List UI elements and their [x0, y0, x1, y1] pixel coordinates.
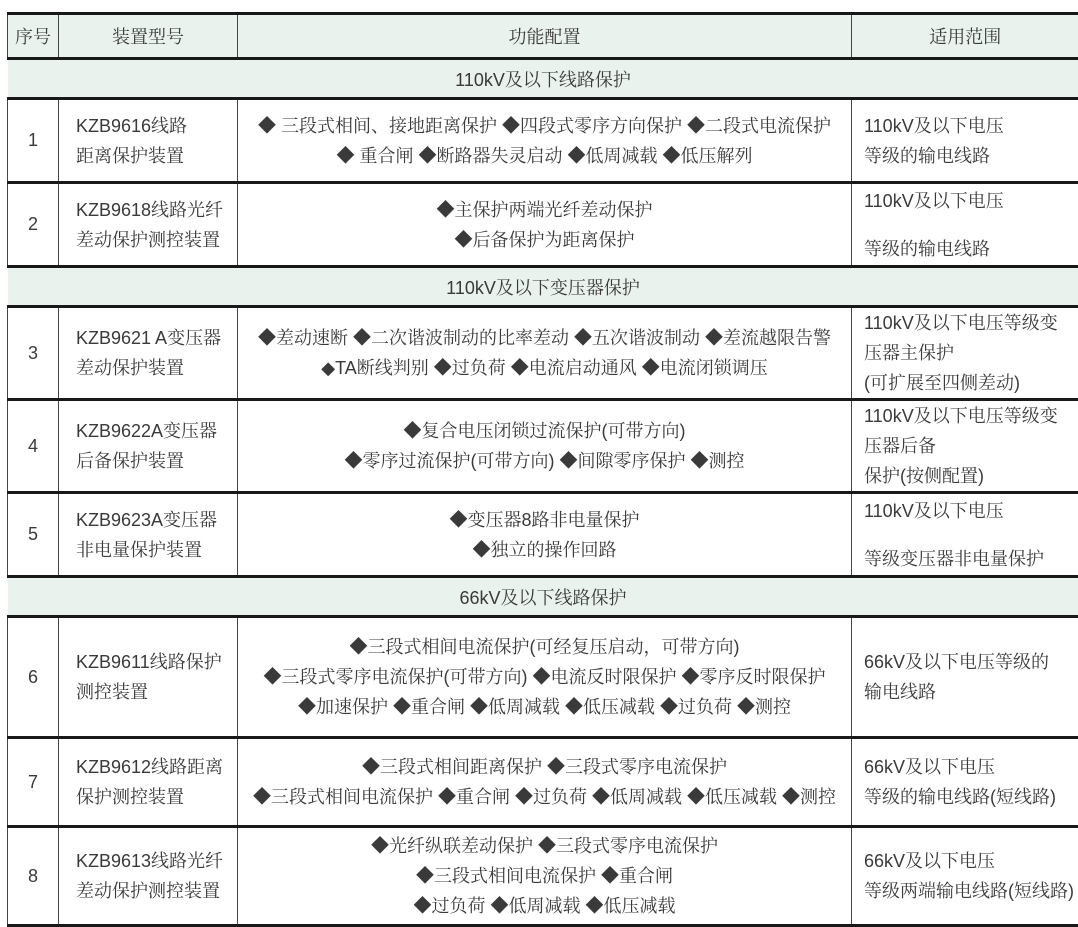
text-line: ◆ 三段式相间、接地距离保护 ◆四段式零序方向保护 ◆二段式电流保护 — [244, 111, 845, 141]
text-line: KZB9622A变压器 — [76, 416, 233, 446]
text-line: KZB9623A变压器 — [76, 505, 233, 535]
device-model-cell — [59, 493, 238, 577]
text-line: 等级的输电线路 — [864, 234, 1075, 264]
table-row — [8, 617, 1078, 738]
text-line: KZB9616线路 — [76, 111, 233, 141]
text-line: 110kV及以下电压 — [864, 111, 1075, 141]
table-row — [8, 99, 1078, 183]
text-line: (可扩展至四侧差动) — [864, 368, 1075, 398]
text-line: ◆独立的操作回路 — [244, 535, 845, 565]
column-header-no: 序号 — [8, 14, 59, 59]
device-table-body — [8, 59, 1078, 926]
text-line: ◆变压器8路非电量保护 — [244, 505, 845, 535]
text-line: 等级的输电线路 — [864, 141, 1075, 171]
section-title: 110kV及以下变压器保护 — [8, 267, 1078, 307]
text-line: 压器主保护 — [864, 338, 1075, 368]
applicable-scope-cell — [852, 400, 1078, 493]
text-line: 距离保护装置 — [76, 141, 233, 171]
row-number-cell: 7 — [8, 738, 59, 827]
text-line: 等级变压器非电量保护 — [864, 544, 1075, 574]
text-line: 测控装置 — [76, 677, 233, 707]
text-line: ◆差动速断 ◆二次谐波制动的比率差动 ◆五次谐波制动 ◆差流越限告警 — [244, 323, 845, 353]
table-row — [8, 183, 1078, 267]
applicable-scope-cell — [852, 307, 1078, 400]
features-cell — [238, 99, 852, 183]
text-line: ◆过负荷 ◆低周减载 ◆低压减载 — [244, 891, 845, 921]
text-line: 等级两端输电线路(短线路) — [864, 876, 1075, 906]
text-line: ◆三段式相间电流保护 ◆重合闸 — [244, 861, 845, 891]
row-number-cell: 3 — [8, 307, 59, 400]
features-cell — [238, 307, 852, 400]
features-cell — [238, 617, 852, 738]
section-band-row — [8, 59, 1078, 99]
text-line: 110kV及以下电压 — [864, 186, 1075, 216]
text-line: 后备保护装置 — [76, 446, 233, 476]
text-line: ◆主保护两端光纤差动保护 — [244, 195, 845, 225]
device-model-cell — [59, 307, 238, 400]
text-line: 110kV及以下电压等级变 — [864, 308, 1075, 338]
text-line: 110kV及以下电压 — [864, 496, 1075, 526]
row-number-cell: 8 — [8, 827, 59, 926]
device-model-cell — [59, 738, 238, 827]
text-line: 66kV及以下电压 — [864, 846, 1075, 876]
text-line: 保护测控装置 — [76, 782, 233, 812]
features-cell — [238, 183, 852, 267]
text-line: ◆复合电压闭锁过流保护(可带方向) — [244, 416, 845, 446]
row-number-cell: 1 — [8, 99, 59, 183]
text-line: 66kV及以下电压 — [864, 752, 1075, 782]
features-cell — [238, 400, 852, 493]
text-line: 差动保护测控装置 — [76, 225, 233, 255]
device-table — [7, 12, 1078, 927]
text-line: ◆三段式相间距离保护 ◆三段式零序电流保护 — [244, 752, 845, 782]
features-cell — [238, 493, 852, 577]
text-line: 110kV及以下电压等级变 — [864, 401, 1075, 431]
table-row — [8, 738, 1078, 827]
row-number-cell: 6 — [8, 617, 59, 738]
table-row — [8, 493, 1078, 577]
text-line: ◆三段式相间电流保护(可经复压启动，可带方向) — [244, 632, 845, 662]
applicable-scope-cell — [852, 617, 1078, 738]
device-model-cell — [59, 99, 238, 183]
text-line: KZB9612线路距离 — [76, 752, 233, 782]
text-line: KZB9621 A变压器 — [76, 323, 233, 353]
text-line: 差动保护装置 — [76, 353, 233, 383]
text-line: 等级的输电线路(短线路) — [864, 782, 1075, 812]
text-line: 输电线路 — [864, 677, 1075, 707]
applicable-scope-cell — [852, 493, 1078, 577]
text-line: 非电量保护装置 — [76, 535, 233, 565]
applicable-scope-cell — [852, 738, 1078, 827]
text-line: ◆光纤纵联差动保护 ◆三段式零序电流保护 — [244, 831, 845, 861]
applicable-scope-cell — [852, 183, 1078, 267]
text-line: ◆三段式相间电流保护 ◆重合闸 ◆过负荷 ◆低周减载 ◆低压减载 ◆测控 — [244, 782, 845, 812]
features-cell — [238, 738, 852, 827]
text-line: KZB9618线路光纤 — [76, 195, 233, 225]
table-row — [8, 307, 1078, 400]
device-model-cell — [59, 400, 238, 493]
text-line: ◆TA断线判别 ◆过负荷 ◆电流启动通风 ◆电流闭锁调压 — [244, 353, 845, 383]
section-title: 110kV及以下线路保护 — [8, 59, 1078, 99]
text-line: KZB9611线路保护 — [76, 647, 233, 677]
section-band-row — [8, 577, 1078, 617]
section-title: 66kV及以下线路保护 — [8, 577, 1078, 617]
text-line: ◆零序过流保护(可带方向) ◆间隙零序保护 ◆测控 — [244, 446, 845, 476]
row-number-cell: 5 — [8, 493, 59, 577]
text-line: 差动保护测控装置 — [76, 876, 233, 906]
text-line: 保护(按侧配置) — [864, 461, 1075, 491]
column-header-features: 功能配置 — [238, 14, 852, 59]
text-line: ◆加速保护 ◆重合闸 ◆低周减载 ◆低压减载 ◆过负荷 ◆测控 — [244, 692, 845, 722]
column-header-scope: 适用范围 — [852, 14, 1078, 59]
text-line: 压器后备 — [864, 431, 1075, 461]
text-line: ◆三段式零序电流保护(可带方向) ◆电流反时限保护 ◆零序反时限保护 — [244, 662, 845, 692]
text-line: KZB9613线路光纤 — [76, 846, 233, 876]
table-header-row — [8, 14, 1078, 59]
applicable-scope-cell — [852, 99, 1078, 183]
section-band-row — [8, 267, 1078, 307]
row-number-cell: 2 — [8, 183, 59, 267]
row-number-cell: 4 — [8, 400, 59, 493]
text-line: 66kV及以下电压等级的 — [864, 647, 1075, 677]
text-line: ◆ 重合闸 ◆断路器失灵启动 ◆低周减载 ◆低压解列 — [244, 141, 845, 171]
device-model-cell — [59, 617, 238, 738]
device-model-cell — [59, 183, 238, 267]
table-row — [8, 400, 1078, 493]
text-line: ◆后备保护为距离保护 — [244, 225, 845, 255]
column-header-model: 装置型号 — [59, 14, 238, 59]
